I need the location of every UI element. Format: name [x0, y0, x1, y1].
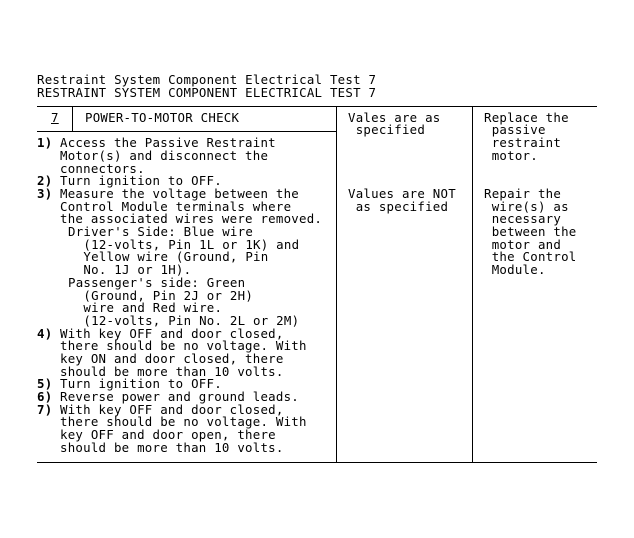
result-action: wire(s) as [484, 199, 569, 214]
result-action: between the [484, 224, 577, 239]
result-action: motor and [484, 237, 562, 252]
procedure-line: there should be no voltage. With [60, 414, 307, 429]
procedure-line: Control Module terminals where [60, 199, 292, 214]
procedure-line: Turn ignition to OFF. [60, 173, 222, 188]
procedure-line: Motor(s) and disconnect the [60, 148, 269, 163]
table-top-rule [37, 106, 597, 107]
procedure-step-number: 6) [37, 389, 53, 404]
column-divider-1 [336, 106, 337, 462]
procedure-line: connectors. [60, 161, 145, 176]
step-number-divider [72, 106, 73, 131]
procedure-line: the associated wires were removed. [60, 211, 323, 226]
procedure-line: (12-volts, Pin 1L or 1K) and [68, 237, 300, 252]
table-bottom-rule [37, 462, 597, 463]
column-divider-2 [472, 106, 473, 462]
procedure-line: With key OFF and door closed, [60, 402, 284, 417]
result-action: motor. [484, 148, 538, 163]
result-action: restraint [484, 135, 562, 150]
procedure-line: Driver's Side: Blue wire [68, 224, 254, 239]
step-heading: POWER-TO-MOTOR CHECK [85, 110, 240, 125]
result-action: Replace the [484, 110, 569, 125]
result-condition: Values are NOT [348, 186, 456, 201]
step-number: 7 [51, 110, 59, 125]
procedure-line: should be more than 10 volts. [60, 364, 284, 379]
step-header-rule [37, 131, 337, 132]
procedure-line: No. 1J or 1H). [68, 262, 192, 277]
page-title-caps: RESTRAINT SYSTEM COMPONENT ELECTRICAL TEST 7 [37, 85, 377, 100]
result-action: necessary [484, 211, 562, 226]
result-action: Repair the [484, 186, 562, 201]
procedure-line: Measure the voltage between the [60, 186, 300, 201]
result-condition: specified [348, 122, 426, 137]
procedure-line: wire and Red wire. [68, 300, 223, 315]
procedure-line: key ON and door closed, there [60, 351, 284, 366]
procedure-line: Turn ignition to OFF. [60, 376, 222, 391]
result-condition: Vales are as [348, 110, 441, 125]
page-title: Restraint System Component Electrical Test 7 [37, 72, 377, 87]
procedure-step-number: 2) [37, 173, 53, 188]
procedure-step-number: 4) [37, 326, 53, 341]
result-action: Module. [484, 262, 546, 277]
procedure-step-number: 5) [37, 376, 53, 391]
procedure-line: With key OFF and door closed, [60, 326, 284, 341]
procedure-line: (Ground, Pin 2J or 2H) [68, 288, 254, 303]
procedure-step-number: 3) [37, 186, 53, 201]
procedure-line: Passenger's side: Green [68, 275, 246, 290]
procedure-line: Yellow wire (Ground, Pin [68, 249, 269, 264]
procedure-line: key OFF and door open, there [60, 427, 276, 442]
result-action: passive [484, 122, 546, 137]
procedure-line: (12-volts, Pin No. 2L or 2M) [68, 313, 300, 328]
procedure-line: should be more than 10 volts. [60, 440, 284, 455]
result-action: the Control [484, 249, 577, 264]
procedure-step-number: 1) [37, 135, 53, 150]
procedure-line: Access the Passive Restraint [60, 135, 276, 150]
result-condition: as specified [348, 199, 449, 214]
procedure-line: Reverse power and ground leads. [60, 389, 300, 404]
procedure-step-number: 7) [37, 402, 53, 417]
procedure-line: there should be no voltage. With [60, 338, 307, 353]
